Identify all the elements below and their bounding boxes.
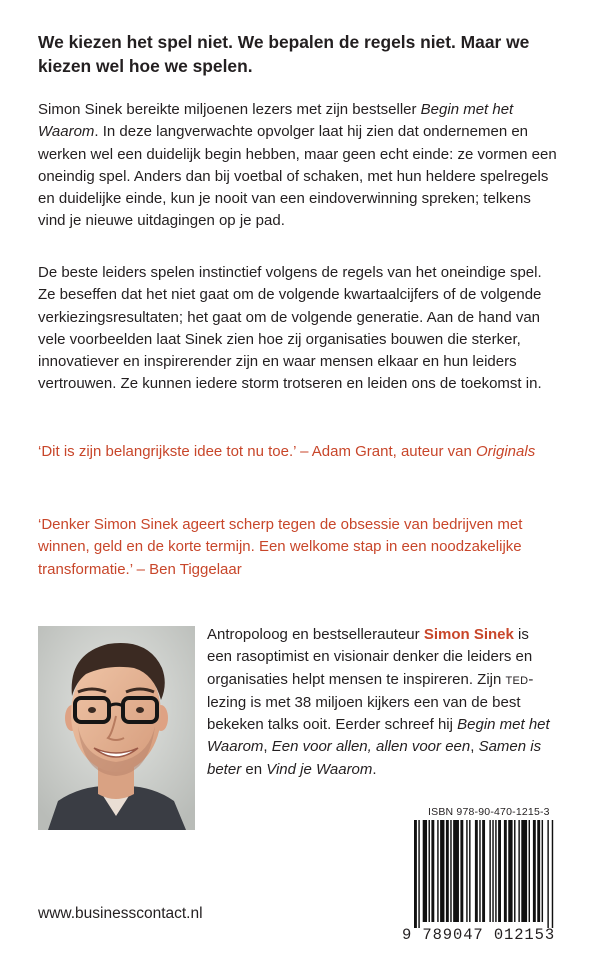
barcode-digits: 9 789047 012153 xyxy=(402,926,556,944)
barcode-bar xyxy=(440,820,444,922)
author-photo xyxy=(38,626,195,830)
barcode-bar xyxy=(552,820,553,928)
bio-end: . xyxy=(372,760,377,778)
author-portrait-illustration xyxy=(38,626,195,830)
quote-ben-tiggelaar: ‘Denker Simon Sinek ageert scherp tegen de obsessie van bedrijven met winnen, geld en de korte termijn. Een welkome stap in een noodzakelijke transformatie.’ – Ben Tiggelaar xyxy=(38,516,523,578)
barcode-bar xyxy=(469,820,470,922)
intro-paragraph xyxy=(38,99,558,233)
barcode-bar xyxy=(453,820,459,922)
barcode-bar xyxy=(475,820,478,922)
bio-separator: , xyxy=(263,738,272,756)
barcode-bar xyxy=(508,820,512,922)
book-title-originals: Originals xyxy=(476,443,536,460)
barcode-bar xyxy=(446,820,449,922)
author-name: Simon Sinek xyxy=(423,626,514,643)
barcode-bar xyxy=(429,820,430,922)
barcode-bar xyxy=(492,820,493,922)
barcode-bar xyxy=(518,820,519,922)
barcode-bar xyxy=(498,820,501,922)
barcode-bar xyxy=(514,820,515,922)
book-title-4: Vind je Waarom xyxy=(266,760,373,778)
barcode-bar xyxy=(504,820,507,922)
intro-text-rest: . In deze langverwachte opvolger laat hij zien dat ondernemen en werken wel een duidelijk begin hebben, maar geen echt einde: ze vormen een oneindig spel. Anders dan bij voetbal of schaken, met hun heldere spelregels en duidelijke einde, kun je nooit van een eindoverwinning spreken; telkens vind je nieuwe uitdagingen op je pad. xyxy=(38,123,557,230)
isbn-barcode xyxy=(402,806,558,945)
barcode-bar xyxy=(414,820,417,928)
isbn-label: ISBN 978-90-470-1215-3 xyxy=(428,806,550,818)
barcode-bar xyxy=(423,820,427,922)
headline-line-2: kiezen wel hoe we spelen. xyxy=(38,56,253,76)
book-title-2: Een voor allen, allen voor een xyxy=(271,738,471,756)
bio-separator: , xyxy=(470,738,479,756)
barcode-bar xyxy=(437,820,438,922)
ted-label: TED xyxy=(505,674,529,687)
barcode-bar xyxy=(460,820,463,922)
barcode-bar xyxy=(537,820,540,922)
bio-intro: Antropoloog en bestsellerauteur xyxy=(207,626,424,643)
quote-adam-grant-text: ‘Dit is zijn belangrijkste idee tot nu toe.’ – Adam Grant, auteur van xyxy=(38,443,477,460)
barcode-bar xyxy=(466,820,467,922)
bio-text-2: -lezing is met 38 miljoen kijkers een van de best bekeken talks ooit. Eerder schreef hij xyxy=(207,670,534,734)
book-title-begin-met-het-waarom: Begin met het Waarom xyxy=(38,101,514,141)
author-bio xyxy=(207,624,557,781)
headline-line-1: We kiezen het spel niet. We bepalen de regels niet. Maar we xyxy=(38,32,530,52)
headline xyxy=(38,30,558,78)
book-title-1: Begin met het Waarom xyxy=(207,716,550,756)
barcode-bar xyxy=(450,820,451,922)
barcode-bar xyxy=(495,820,496,922)
barcode-bar xyxy=(547,820,548,928)
barcode-bar xyxy=(482,820,485,922)
quote-adam-grant xyxy=(38,441,558,463)
barcode-bar xyxy=(489,820,490,922)
bio-separator: en xyxy=(241,760,267,778)
barcode-bar xyxy=(431,820,434,922)
barcode-bar xyxy=(479,820,480,922)
book-title-3: Samen is beter xyxy=(207,738,542,778)
barcode-bar xyxy=(418,820,419,928)
barcode-bars xyxy=(402,820,558,928)
intro-text-start: Simon Sinek bereikte miljoenen lezers met zijn bestseller xyxy=(38,101,421,118)
bio-text-1: is een rasoptimist en visionair denker die leiders en organisaties helpt mensen te inspireren. Zijn xyxy=(207,626,533,688)
barcode-bar xyxy=(533,820,536,922)
barcode-bar xyxy=(542,820,543,922)
barcode-bar xyxy=(529,820,530,922)
publisher-website[interactable]: www.businesscontact.nl xyxy=(38,905,203,922)
leaders-paragraph: De beste leiders spelen instinctief volgens de regels van het oneindige spel. Ze beseffen dat het niet gaat om de volgende kwartaalcijfers of de volgende verkiezingsresultaten; het gaat om de volgende generatie. Aan de hand van vele voorbeelden laat Sinek zien hoe zij organisaties bouwen die sterker, innovatiever en inspirerender zijn en waar mensen elkaar en hun leiders vertrouwen. Ze kunnen iedere storm trotseren en leiden ons de toekomst in. xyxy=(38,264,542,393)
barcode-bar xyxy=(521,820,527,922)
